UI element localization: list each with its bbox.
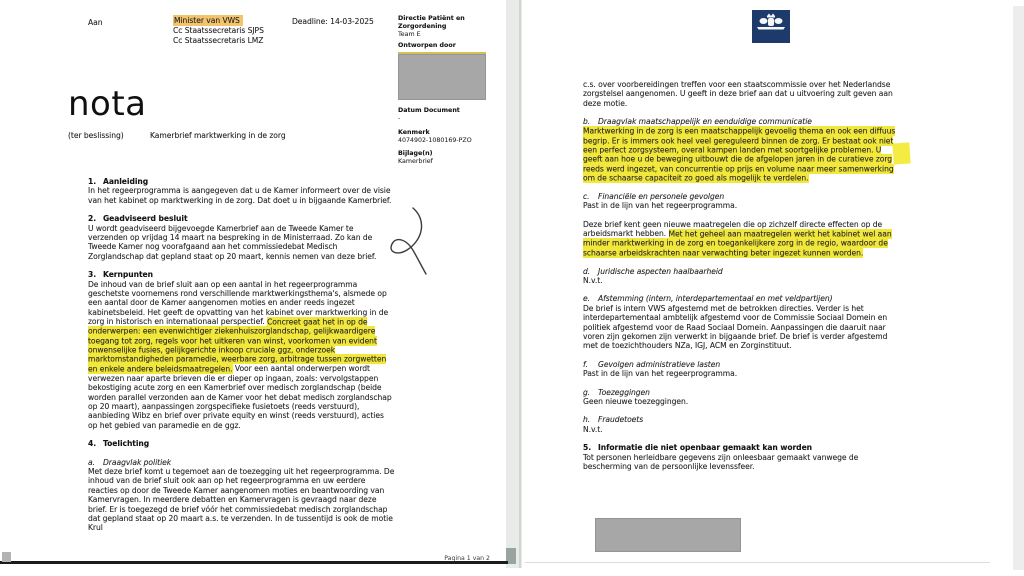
section-heading: a. Draagvlak politiek: [88, 457, 172, 467]
page-number: Pagina 1 van 2: [444, 555, 490, 562]
paragraph: In het regeerprogramma is aangegeven dat u de Kamer informeert over de visie van het kabinet op marktwerking in de zorg. Dat doet u in bijgaande Kamerbrief.: [88, 186, 392, 205]
paragraph: N.v.t.: [583, 424, 603, 434]
kenmerk-label: Kenmerk: [398, 128, 430, 136]
highlighted-text: Marktwerking in de zorg is een maatschappelijk gevoelig thema en ook een diffuus begrip. Er is immers ook heel veel gereguleerd binnen de zorg. Er bestaat ook niet een perfect zorgsysteem, overal kampen landen met soortgelijke problemen. U geeft aan hoe u de beweging uitbouwt die de afgelopen jaren in de curatieve zorg reeds werd ingezet, van concurrentie op prijs en volume naar meer samenwerking om de schaarse capaciteit zo goed als mogelijk te verdelen.: [583, 126, 896, 183]
redacted-box: [398, 54, 486, 100]
page2-bottom-edge: [525, 562, 990, 563]
section-heading: 4. Toelichting: [88, 439, 150, 449]
section-heading: h. Fraudetoets: [583, 415, 644, 425]
recipient-minister-highlight: Minister van VWS: [173, 15, 243, 26]
section-number: f.: [583, 359, 588, 369]
page-title: nota: [68, 84, 147, 124]
title-subject: Kamerbrief marktwerking in de zorg: [150, 131, 286, 140]
paragraph: De brief is intern VWS afgestemd met de betrokken directies. Verder is het interdepartementaal ambtelijk afgestemd voor de Commissie Sociaal Domein en politiek afgestemd voor de Raad Sociaal Domein. Aanpassingen die daaruit naar voren zijn gekomen zijn verwerkt in bijgaande brief. De brief is verder afgestemd met de toezichthouders NZa, IGJ, ACM en Zorginstituut.: [583, 303, 888, 351]
page-gap-line: [519, 0, 521, 568]
paragraph: Met deze brief komt u tegemoet aan de toezegging uit het regeerprogramma. De inhoud van de brief sluit ook aan op het regeerprogramma en uw eerdere reacties op door de Tweede Kamer aangenomen moties en beantwoording van Kamervragen. In meerdere debatten en Kamervragen is gevraagd naar deze brief. Er is toegezegd de brief vóór het commissiedebat medisch zorglandschap dat gepland staat op 20 maart a.s. te verzenden. In de tussentijd is ook de motie Krul: [88, 466, 395, 533]
highlighted-text: Concreet gaat het in op de onderwerpen: een evenwichtiger ziekenhuiszorglandschap, gelijkwaardigere toegang tot zorg, regels voor het uitkeren van winst, voorkomen van evident onwenselijke fusies, gelijkgerichte inkoop cruciale ggz, onderzoek marktomstandigheden paramedie, weerbare zorg, arbitrage tussen zorgwetten en enkele andere beleidsmaatregelen.: [88, 317, 387, 374]
government-logo-icon: [752, 10, 790, 43]
section-number: 5.: [583, 443, 592, 453]
team-label: Team E: [398, 30, 421, 38]
kenmerk-value: 4074902-1080169-PZO: [398, 136, 472, 144]
right-edge-strip: [1013, 6, 1024, 570]
meta-sidebar: [398, 15, 492, 166]
directie-label: Directie Patiënt en Zorgordening: [398, 15, 465, 30]
plain-text: De inhoud van de brief sluit aan op een aantal in het regeerprogramma geschetste voornemens rond verschillende marktwerkingsthema's, alsmede op een aantal door de Kamer aangenomen moties en ander reeds ingezet kabinetsbeleid. Het geeft de opvatting van het kabinet over marktwerking in de zorg in historisch en internationaal perspectief.: [88, 279, 389, 327]
section-heading: f. Gevolgen administratieve lasten: [583, 359, 721, 369]
section-number: 2.: [88, 214, 97, 224]
page1-body: [88, 177, 395, 533]
recipient-list: [173, 16, 264, 46]
section-heading: 1. Aanleiding: [88, 177, 149, 186]
section-number: 1.: [88, 177, 97, 186]
section-number: 4.: [88, 439, 97, 449]
paragraph: c.s. over voorbereidingen treffen voor een staatscommissie over het Nederlandse zorgstelsel aangenomen. U geeft in deze brief aan dat u uitvoering zult geven aan deze motie.: [583, 80, 893, 108]
section-heading: g. Toezeggingen: [583, 387, 650, 397]
paragraph: [88, 280, 395, 431]
redacted-box: [595, 518, 741, 552]
section-number: d.: [583, 266, 591, 276]
bijlage-label: Bijlage(n): [398, 150, 433, 158]
page2-body: [583, 80, 896, 471]
section-number: c.: [583, 192, 590, 202]
section-heading: 3. Kernpunten: [88, 270, 153, 280]
section-heading: 2. Geadviseerd besluit: [88, 214, 188, 224]
to-label: Aan: [88, 18, 103, 27]
paragraph: U wordt geadviseerd bijgevoegde Kamerbrief aan de Tweede Kamer te verzenden op vrijdag 14 maart na bespreking in de Ministerraad. Zo kan de Tweede Kamer nog voorafgaand aan het commissiedebat Medisch Zorglandschap dat gepland staat op 20 maart, kennis nemen van deze brief.: [88, 223, 377, 261]
section-heading: 5. Informatie die niet openbaar gemaakt kan worden: [583, 443, 813, 453]
paragraph: Past in de lijn van het regeerprogramma.: [583, 201, 738, 211]
paragraph: [583, 127, 896, 183]
datum-value: -: [398, 114, 401, 122]
highlighted-text: Met het geheel aan maatregelen werkt het kabinet wel aan minder marktwerking in de zorg en toegankelijkere zorg in de regio, waardoor de schaarse arbeidskrachten naar verwachting beter ingezet kunnen worden.: [583, 229, 892, 258]
section-heading: d. Juridische aspecten haalbaarheid: [583, 266, 723, 276]
section-number: a.: [88, 457, 95, 467]
page1-corner-mark: [2, 552, 11, 562]
datum-label: Datum Document: [398, 107, 460, 115]
recipient-cc-1: Cc Staatssecretaris SJPS: [173, 26, 264, 35]
plain-text: Voor een aantal onderwerpen wordt verwezen naar aparte brieven die er dieper op ingaan, zoals: vervolgstappen bekostiging acute zorg en een Kamerbrief over medisch zorglandschap (beide worden parallel verzonden aan de Kamer voor het debat medisch zorglandschap op 20 maart), aanpassingen zorgspecifieke fusietoets (reeds verstuurd), aanbieding Wibz en brief over private equity en winst (reeds verstuurd), acties op het gebied van paramedie en de ggz.: [88, 364, 392, 430]
section-heading: c. Financiële en personele gevolgen: [583, 192, 725, 202]
paragraph: [583, 220, 896, 258]
plain-text: Deze brief kent geen nieuwe maatregelen die op zichzelf directe effecten op de arbeidsmarkt hebben.: [583, 219, 883, 239]
ontworpen-label: Ontworpen door: [398, 42, 456, 50]
section-number: b.: [583, 117, 591, 127]
section-number: 3.: [88, 270, 97, 280]
section-number: h.: [583, 415, 591, 425]
paragraph: Tot personen herleidbare gegevens zijn onleesbaar gemaakt vanwege de bescherming van de persoonlijke levenssfeer.: [583, 452, 859, 471]
recipient-cc-2: Cc Staatssecretaris LMZ: [173, 36, 264, 45]
title-qualifier: (ter beslissing): [68, 131, 124, 140]
paragraph: Past in de lijn van het regeerprogramma.: [583, 369, 738, 379]
paragraph: Geen nieuwe toezeggingen.: [583, 396, 689, 406]
section-heading: b. Draagvlak maatschappelijk en eenduidige communicatie: [583, 117, 812, 127]
section-number: g.: [583, 387, 591, 397]
section-heading: e. Afstemming (intern, interdepartementaal en met veldpartijen): [583, 294, 833, 304]
section-number: e.: [583, 294, 590, 304]
deadline: Deadline: 14-03-2025: [292, 17, 374, 26]
paragraph: N.v.t.: [583, 275, 603, 285]
bijlage-value: Kamerbrief: [398, 158, 433, 166]
